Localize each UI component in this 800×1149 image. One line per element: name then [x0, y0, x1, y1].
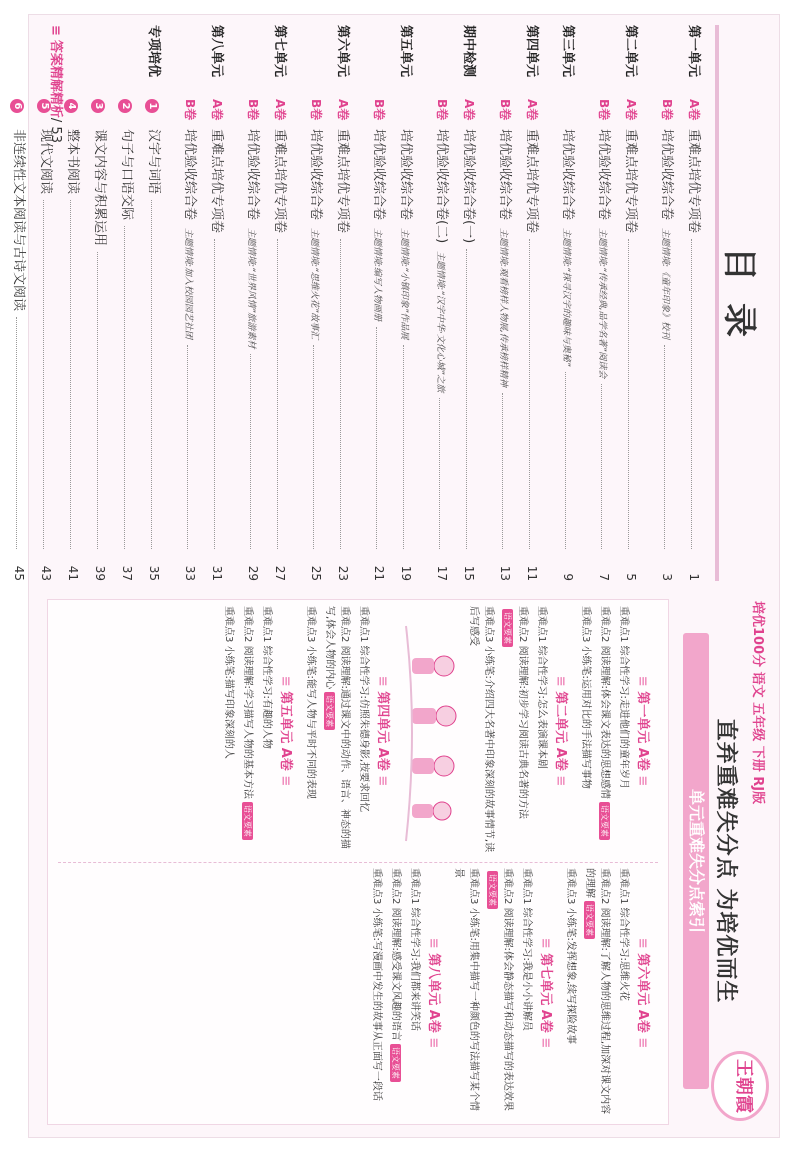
- key-point: [240, 606, 255, 856]
- toc-row[interactable]: [84, 25, 111, 581]
- index-content: [47, 599, 669, 1125]
- key-point: [388, 868, 403, 1118]
- key-point-text: 小练笔:用集中描写一种颜色的写法描写某个情景: [453, 868, 479, 1111]
- toc-theme: 主题情境:“世界风情”旅游素材: [246, 228, 256, 349]
- key-point-label: 重难点2: [517, 606, 528, 643]
- key-point-label: 重难点1: [261, 606, 272, 643]
- key-point: [466, 606, 496, 856]
- toc-title-text: 培优验收综合卷: [659, 129, 674, 221]
- toc-section: 第二单元: [623, 25, 638, 78]
- key-point: [597, 606, 612, 856]
- toc-dots: [313, 345, 314, 549]
- key-point: [519, 868, 534, 1118]
- toc-dots: [664, 345, 665, 549]
- page-sheet: [11, 14, 780, 1138]
- key-point-label: 重难点3: [565, 868, 576, 905]
- toc-page: 43: [39, 565, 53, 581]
- toc-dots: [628, 239, 629, 549]
- triple-line-icon: ≡: [278, 770, 293, 787]
- key-point-label: 重难点1: [358, 606, 369, 643]
- toc-title-text: 句子与口语交际: [119, 129, 134, 221]
- toc-row[interactable]: [426, 25, 453, 581]
- triple-line-icon: ≡: [538, 937, 553, 954]
- key-point-text: 综合性学习:仿照朱德身影,按要求回忆: [358, 645, 369, 813]
- toc-dots: [565, 372, 566, 549]
- toc-page: 29: [246, 565, 260, 581]
- key-point-label: 重难点1: [536, 606, 547, 643]
- toc-dots: [403, 345, 404, 549]
- toc-title-text: 重难点培优专项卷: [335, 129, 350, 234]
- key-point: [322, 606, 352, 856]
- toc-title-text: 汉字与词语: [146, 129, 161, 195]
- toc-dots: [277, 239, 278, 549]
- toc-row[interactable]: [552, 25, 579, 581]
- toc-theme: 主题情境:编写人物画册: [372, 228, 382, 322]
- toc-theme: 主题情境:“传承经典,品学名著”阅读会: [597, 228, 607, 379]
- key-point-text: 阅读理解:感受课文风趣的语言: [390, 907, 401, 1041]
- key-point: [500, 606, 530, 856]
- toc-dots: [502, 393, 503, 549]
- book-info: 培优100分 语文 五年级 下册 RJ版: [750, 601, 765, 805]
- unit-heading: [538, 868, 557, 1118]
- children-illustration-icon: [400, 606, 462, 856]
- unit-title: 第一单元 A卷: [635, 691, 650, 771]
- toc-title-divider: [715, 25, 719, 581]
- toc-level: A卷: [624, 99, 638, 121]
- key-point: [303, 606, 318, 856]
- toc-title-text: 现代文阅读: [38, 129, 53, 195]
- toc-level: B卷: [660, 99, 674, 121]
- toc-section: 第五单元: [398, 25, 413, 78]
- toc-row[interactable]: [588, 25, 615, 581]
- toc-row[interactable]: [453, 25, 480, 581]
- toc-theme: 主题情境:“探寻汉字的趣味与奥秘”: [561, 228, 571, 367]
- element-tag: 语文要素: [502, 609, 513, 647]
- toc-dots: [16, 317, 17, 549]
- key-point-text: 小练笔:介绍四大名著中印象深刻的故事情节,读后写感受: [468, 606, 494, 853]
- toc-row[interactable]: [174, 25, 201, 581]
- key-point-label: 重难点2: [599, 868, 610, 905]
- toc-section: 第六单元: [335, 25, 350, 78]
- toc-section: 第七单元: [272, 25, 287, 78]
- index-column-right: [365, 868, 660, 1118]
- toc-title-text: 培优验收综合卷: [596, 129, 611, 221]
- toc-page: 19: [399, 565, 413, 581]
- rotated-stage: [11, 15, 779, 1137]
- toc-row[interactable]: [363, 25, 390, 581]
- key-point-text: 阅读理解:初步学习阅读古典名著的方法: [517, 645, 528, 819]
- toc-title-text: 整本书阅读: [65, 129, 80, 195]
- key-point: [451, 868, 481, 1118]
- index-column-left: [217, 606, 660, 856]
- key-point-text: 阅读理解:通过课文中的动作、语言、神态的描写,体会人物的内心: [324, 606, 350, 849]
- key-point-label: 重难点3: [483, 606, 494, 643]
- key-point: [616, 606, 631, 856]
- number-badge: 1: [145, 99, 159, 113]
- toc-dots: [70, 200, 71, 549]
- triple-line-icon: ≡: [375, 770, 390, 787]
- element-tag: 语文要素: [599, 802, 610, 840]
- toc-section: 第八单元: [209, 25, 224, 78]
- toc-dots: [97, 252, 98, 549]
- unit-title: 第二单元 A卷: [553, 691, 568, 771]
- toc-dots: [529, 239, 530, 549]
- key-point-label: 重难点2: [599, 606, 610, 643]
- toc-page: 21: [372, 565, 386, 581]
- toc-title-text: 培优验收综合卷(二): [434, 129, 449, 244]
- unit-heading: [375, 606, 394, 856]
- toc-page: 45: [12, 565, 26, 581]
- toc-level: B卷: [183, 99, 197, 121]
- toc-title: 目录: [719, 247, 759, 359]
- brand-logo: 王朝霞: [711, 1051, 769, 1121]
- unit-heading: [426, 868, 445, 1118]
- toc-title-text: 培优验收综合卷: [398, 129, 413, 221]
- toc-level: [91, 99, 107, 129]
- toc-title-text: 课文内容与积累运用: [92, 129, 107, 247]
- key-point: [356, 606, 371, 856]
- number-badge: 6: [10, 99, 24, 113]
- table-of-contents: [11, 25, 767, 581]
- key-point-text: 综合性学习:有趣的人物: [261, 645, 272, 749]
- key-point-label: 重难点3: [580, 606, 591, 643]
- triple-line-icon: ≡: [48, 25, 63, 36]
- toc-page: 23: [336, 565, 350, 581]
- toc-row[interactable]: [201, 25, 228, 581]
- key-point: [259, 606, 274, 856]
- toc-dots: [466, 249, 467, 549]
- number-badge: 4: [64, 99, 78, 113]
- element-tag: 语文要素: [584, 901, 595, 939]
- number-badge: 2: [118, 99, 132, 113]
- unit-title: 第七单元 A卷: [538, 953, 553, 1033]
- key-point-label: 重难点1: [521, 868, 532, 905]
- toc-title-text: 培优验收综合卷(一): [461, 129, 476, 244]
- key-point-label: 重难点3: [468, 868, 479, 905]
- key-point-text: 综合性学习:怎么表演课本剧: [536, 645, 547, 769]
- toc-page: 5: [624, 573, 638, 581]
- key-point: [369, 868, 384, 1118]
- toc-page: 3: [660, 573, 674, 581]
- triple-line-icon: ≡: [635, 937, 650, 954]
- toc-level: B卷: [309, 99, 323, 121]
- key-point-text: 小练笔:运用对比的手法描写事物: [580, 645, 591, 789]
- toc-page: 15: [462, 565, 476, 581]
- key-point-label: 重难点2: [390, 868, 401, 905]
- key-point-text: 阅读理解:学习描写人物的基本方法: [242, 645, 253, 799]
- toc-row[interactable]: [264, 25, 291, 581]
- toc-title-text: 培优验收综合卷: [245, 129, 260, 221]
- key-point-text: 小练笔:写漫画中发生的故事从正面写一段话: [371, 907, 382, 1101]
- key-point: [563, 868, 578, 1118]
- kids-illustration: [400, 606, 462, 856]
- toc-row[interactable]: [237, 25, 264, 581]
- toc-dots: [376, 327, 377, 549]
- key-point-label: 重难点1: [409, 868, 420, 905]
- key-point-text: 阅读理解:体会课文表达的思想感情: [599, 645, 610, 799]
- toc-level: A卷: [336, 99, 350, 121]
- toc-title-text: 培优验收综合卷: [371, 129, 386, 221]
- triple-line-icon: ≡: [553, 770, 568, 787]
- toc-theme: 主题情境:《童年印象》校刊: [660, 228, 670, 340]
- toc-page: 7: [597, 573, 611, 581]
- key-point-label: 重难点3: [223, 606, 234, 643]
- toc-page: 27: [273, 565, 287, 581]
- toc-dots: [340, 239, 341, 549]
- triple-line-icon: ≡: [635, 770, 650, 787]
- toc-title-text: 重难点培优专项卷: [209, 129, 224, 234]
- unit-heading: [635, 606, 654, 856]
- key-point-text: 小练笔:描写印象深刻的人: [223, 645, 234, 759]
- key-point: [221, 606, 236, 856]
- toc-row[interactable]: [0, 25, 3, 581]
- toc-section: 第一单元: [686, 25, 701, 78]
- triple-line-icon: ≡: [278, 675, 293, 692]
- slogan: 直弃重难失分点 为培优而生: [713, 718, 738, 1004]
- unit-title: 第六单元 A卷: [635, 953, 650, 1033]
- column-divider: [58, 862, 658, 863]
- toc-row[interactable]: [489, 25, 516, 581]
- key-point-text: 综合性学习:我们都来讲笑话: [409, 907, 420, 1031]
- number-badge: 3: [91, 99, 105, 113]
- triple-line-icon: ≡: [635, 675, 650, 692]
- toc-theme: 主题情境:加入校园园艺社团: [183, 228, 193, 340]
- toc-dots: [250, 354, 251, 549]
- toc-row[interactable]: [111, 25, 138, 581]
- toc-row[interactable]: [651, 25, 678, 581]
- toc-dots: [214, 239, 215, 549]
- toc-level: [10, 99, 26, 129]
- toc-page: 35: [147, 565, 161, 581]
- key-point-label: 重难点3: [371, 868, 382, 905]
- toc-theme: 主题情境:“汉字中华·文化心城”之旅: [435, 251, 445, 393]
- element-tag: 语文要素: [242, 802, 253, 840]
- unit-heading: [553, 606, 572, 856]
- toc-page: 11: [525, 565, 539, 581]
- toc-dots: [43, 200, 44, 549]
- toc-level: A卷: [462, 99, 476, 121]
- answer-label: 答案精解精析: [48, 39, 63, 118]
- toc-page: 13: [498, 565, 512, 581]
- triple-line-icon: ≡: [426, 937, 441, 954]
- key-point-text: 阅读理解:体会静态描写和动态描写的表达效果: [502, 907, 513, 1111]
- key-point: [407, 868, 422, 1118]
- toc-level: B卷: [498, 99, 512, 121]
- key-point: [616, 868, 631, 1118]
- toc-level: A卷: [210, 99, 224, 121]
- toc-page: 1: [687, 573, 701, 581]
- triple-line-icon: ≡: [375, 675, 390, 692]
- index-subtitle: 单元重难失分点索引: [683, 633, 709, 1089]
- key-point-label: 重难点2: [339, 606, 350, 643]
- element-tag: 语文要素: [390, 1044, 401, 1082]
- toc-theme: 主题情境:“小镇印象”作品展: [399, 228, 409, 340]
- toc-title-text: 培优验收综合卷: [560, 129, 575, 221]
- toc-title-text: 重难点培优专项卷: [524, 129, 539, 234]
- element-tag: 语文要素: [324, 692, 335, 730]
- toc-title-text: [0, 129, 3, 207]
- key-point-label: 重难点2: [242, 606, 253, 643]
- toc-title-text: 非连续性文本阅读与古诗文阅读: [11, 129, 26, 312]
- number-badge: 5: [37, 99, 51, 113]
- unit-title: 第八单元 A卷: [426, 953, 441, 1033]
- toc-row[interactable]: [138, 25, 165, 581]
- toc-page: 17: [435, 565, 449, 581]
- triple-line-icon: ≡: [635, 1032, 650, 1049]
- toc-level: B卷: [372, 99, 386, 121]
- toc-row[interactable]: [3, 25, 30, 581]
- element-tag: 语文要素: [487, 871, 498, 909]
- key-point-text: 综合性学习:思维火花: [618, 907, 629, 1001]
- triple-line-icon: ≡: [426, 1032, 441, 1049]
- toc-dots: [691, 239, 692, 549]
- toc-page: 25: [309, 565, 323, 581]
- index-panel: [39, 593, 769, 1129]
- toc-row[interactable]: [516, 25, 543, 581]
- answer-page: / 53: [48, 117, 63, 143]
- toc-level: B卷: [435, 99, 449, 121]
- toc-list: [0, 25, 705, 581]
- key-point-text: 小练笔:发挥想象,续写探险故事: [565, 907, 576, 1045]
- unit-title: 第四单元 A卷: [375, 691, 390, 771]
- key-point: [485, 868, 515, 1118]
- key-point-label: 重难点1: [618, 606, 629, 643]
- toc-row[interactable]: [300, 25, 327, 581]
- toc-level: [145, 99, 161, 129]
- toc-section: 第三单元: [560, 25, 575, 78]
- toc-level: B卷: [597, 99, 611, 121]
- toc-page: 31: [210, 565, 224, 581]
- toc-page: 39: [93, 565, 107, 581]
- toc-page: 41: [66, 565, 80, 581]
- toc-title-text: 重难点培优专项卷: [272, 129, 287, 234]
- toc-title-text: 培优验收综合卷: [182, 129, 197, 221]
- toc-dots: [187, 345, 188, 549]
- toc-level: A卷: [273, 99, 287, 121]
- key-point-label: 重难点3: [305, 606, 316, 643]
- toc-theme: 主题情境:观看榜样人物展,传承榜样精神: [498, 228, 508, 387]
- toc-theme: 主题情境:“思维火花”故事汇: [309, 228, 319, 340]
- key-point-label: 重难点2: [502, 868, 513, 905]
- toc-row[interactable]: [678, 25, 705, 581]
- toc-title-text: 重难点培优专项卷: [686, 129, 701, 234]
- key-point-text: 小练笔:能写人物与平时不同的表现: [305, 645, 316, 799]
- triple-line-icon: ≡: [553, 675, 568, 692]
- key-point: [578, 606, 593, 856]
- key-point-text: 综合性学习:我是小小讲解员: [521, 907, 532, 1031]
- toc-title-text: 培优验收综合卷: [497, 129, 512, 221]
- toc-level: A卷: [687, 99, 701, 121]
- key-point: [582, 868, 612, 1118]
- toc-section: 期中检测: [461, 25, 476, 78]
- toc-row[interactable]: [615, 25, 642, 581]
- key-point-text: 阅读理解:了解人物的思维过程,加深对课文内容的理解: [584, 868, 610, 1115]
- toc-section: 专项培优: [146, 25, 161, 78]
- key-point: [534, 606, 549, 856]
- toc-title-text: 培优验收综合卷: [308, 129, 323, 221]
- toc-level: B卷: [246, 99, 260, 121]
- toc-page: 9: [561, 573, 575, 581]
- triple-line-icon: ≡: [538, 1032, 553, 1049]
- toc-dots: [439, 398, 440, 549]
- toc-section: 第四单元: [524, 25, 539, 78]
- toc-row[interactable]: [327, 25, 354, 581]
- unit-title: 第五单元 A卷: [278, 691, 293, 771]
- toc-footer: [48, 25, 67, 143]
- toc-dots: [151, 200, 152, 549]
- key-point-label: 重难点1: [618, 868, 629, 905]
- toc-level: A卷: [525, 99, 539, 121]
- toc-row[interactable]: [390, 25, 417, 581]
- toc-level: [118, 99, 134, 129]
- toc-dots: [124, 226, 125, 549]
- unit-heading: [278, 606, 297, 856]
- key-point-text: 综合性学习:走进他们的童年岁月: [618, 645, 629, 789]
- toc-title-text: 重难点培优专项卷: [623, 129, 638, 234]
- toc-dots: [601, 384, 602, 549]
- toc-page: 37: [120, 565, 134, 581]
- toc-page: 33: [183, 565, 197, 581]
- unit-heading: [635, 868, 654, 1118]
